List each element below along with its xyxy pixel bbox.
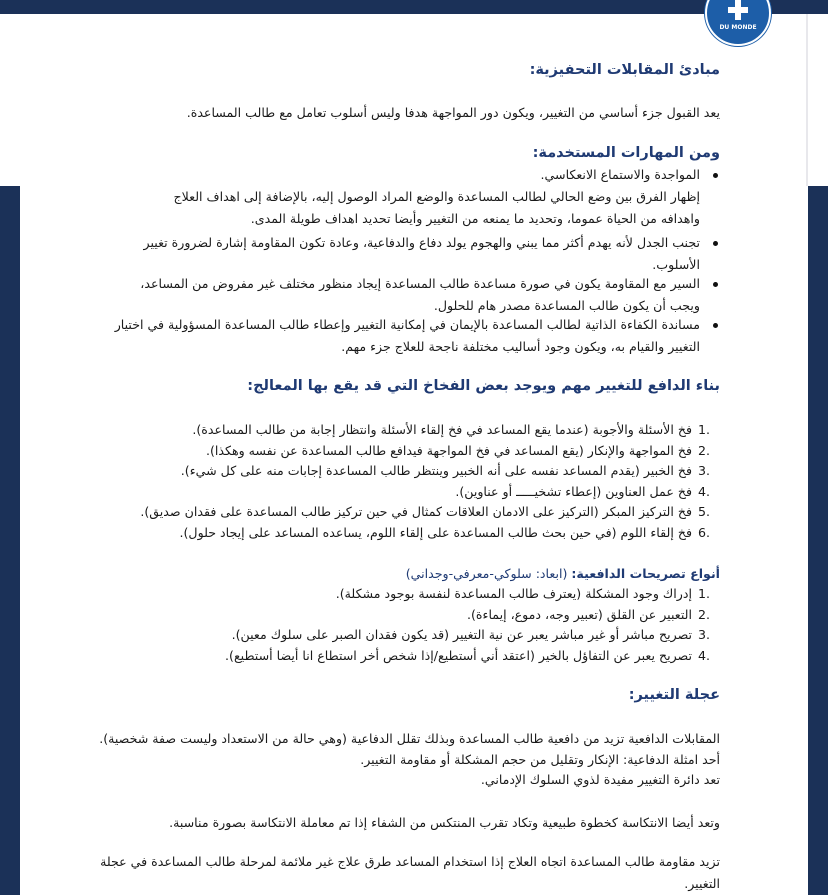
list-number: 1.	[698, 422, 711, 437]
resistance-line: تزيد مقاومة طالب المساعدة اتجاه العلاج إذا استخدام المساعد طرق علاج غير ملائمة لمرحلة طالب المساعدة في عجلة	[100, 854, 720, 869]
resistance-line: التغيير.	[684, 876, 720, 891]
wheel-line: أحد امثلة الدفاعية: الإنكار وتقليل من حجم المشكلة أو مقاومة التغيير.	[360, 751, 720, 767]
relapse-paragraph: وتعد أيضا الانتكاسة كخطوة طبيعية وتكاد تقرب المنتكس من الشفاء إذا تم معاملة الانتكاسة بصورة مناسبة.	[169, 815, 720, 830]
trap-text: فخ التركيز المبكر (التركيز على الادمان العلاقات كمثال في حين تركيز طالب المساعدة على فقدان صديق).	[140, 504, 692, 519]
list-number: 4.	[698, 647, 711, 663]
skill-line: ويجب أن يكون طالب المساعدة مصدر هام للحلول.	[433, 298, 700, 313]
skill-item	[36, 164, 720, 230]
skill-line: مساندة الكفاءة الذاتية لطالب المساعدة بالإيمان في إمكانية التغيير وإعطاء طالب المساعدة المسؤولية في اختيار	[114, 317, 700, 332]
resistance-paragraph	[36, 851, 720, 895]
bullet-icon	[713, 323, 718, 328]
skill-line: إظهار الفرق بين وضع الحالي لطالب المساعدة والوضع المراد الوصول إليه، بالإضافة إلى اهداف العلاج	[173, 189, 700, 204]
list-number: 5.	[698, 504, 711, 519]
wheel-line: المقابلات الدافعية تزيد من دافعية طالب المساعدة وبذلك تقلل الدفاعية (وهي حالة من الاستعداد وليست صفة شخصية).	[99, 731, 720, 746]
skill-line: الأسلوب.	[652, 257, 700, 272]
skill-item	[36, 314, 720, 358]
skill-line: تجنب الجدل لأنه يهدم أكثر مما يبني والهجوم يولد دفاع والدفاعية، وعادة تكون المقاومة إشارة لضرورة تغيير	[143, 235, 700, 250]
list-number: 4.	[698, 483, 711, 499]
list-number: 3.	[698, 627, 711, 642]
cross-icon	[728, 0, 748, 20]
trap-item	[36, 482, 720, 503]
bullet-icon	[713, 241, 718, 246]
skill-line: السير مع المقاومة يكون في صورة مساعدة طالب المساعدة إيجاد منظور مختلف غير مفروض من المساعد،	[140, 276, 700, 291]
skill-line: التغيير والقيام به، ويكون وجود أساليب مختلفة ناجحة للعلاج جزء مهم.	[341, 339, 700, 354]
list-number: 6.	[698, 524, 711, 540]
list-number: 3.	[698, 463, 711, 478]
heading-wheel: عجلة التغيير:	[628, 687, 720, 703]
heading-statements	[406, 566, 720, 581]
skill-line: واهدافه من الحياة عموما، وتحديد ما يمنعه من التغيير وأيضا تحديد اهداف طويلة المدى.	[250, 211, 700, 226]
trap-item	[36, 461, 720, 482]
list-number: 1.	[698, 586, 711, 601]
page-edge	[806, 14, 808, 186]
organization-logo	[705, 0, 771, 46]
trap-item	[36, 502, 720, 523]
statement-text: إدراك وجود المشكلة (يعترف طالب المساعدة لنفسة بوجود مشكلة).	[335, 586, 692, 601]
trap-text: فخ إلقاء اللوم (في حين بحث طالب المساعدة على إلقاء اللوم، يساعده المساعد على إيجاد حلول).	[179, 524, 692, 540]
statement-item	[36, 584, 720, 605]
statement-text: تصريح مباشر أو غير مباشر يعبر عن نية التغيير (قد يكون فقدان الصبر على سلوك معين).	[231, 627, 692, 642]
trap-text: فخ عمل العناوين (إعطاء تشخيـــــ أو عناوين).	[455, 483, 692, 499]
statement-item	[36, 605, 720, 626]
heading-skills: ومن المهارات المستخدمة:	[532, 145, 720, 161]
statement-text: تصريح يعبر عن التفاؤل بالخير (اعتقد أني أستطيع/إذا شخص أخر استطاع انا أيضا أستطيع).	[225, 647, 692, 663]
trap-item	[36, 523, 720, 544]
bullet-icon	[713, 282, 718, 287]
statement-text: التعبير عن القلق (تعبير وجه، دموع، إيماءة).	[467, 606, 692, 622]
statements-dimensions: (ابعاد: سلوكي-معرفي-وجداني)	[405, 566, 568, 581]
right-side-band	[808, 186, 828, 895]
wheel-line: تعد دائرة التغيير مفيدة لذوي السلوك الإدماني.	[480, 772, 720, 787]
trap-text: فخ المواجهة والإنكار (يقع المساعد في فخ المواجهة فيدافع طالب المساعدة عن نفسه وهكذا).	[205, 442, 692, 458]
bullet-icon	[713, 173, 718, 178]
heading-traps: بناء الدافع للتغيير مهم ويوجد بعض الفخاخ التي قد يقع بها المعالج:	[247, 378, 720, 394]
heading-principles: مبادئ المقابلات التحفيزية:	[529, 62, 720, 78]
trap-text: فخ الخبير (يقدم المساعد نفسه على أنه الخبير وينتظر طالب المساعدة إجابات منه على كل شيء).	[180, 463, 692, 478]
trap-item	[36, 420, 720, 441]
list-number: 2.	[698, 442, 711, 458]
trap-text: فخ الأسئلة والأجوبة (عندما يقع المساعد في فخ إلقاء الأسئلة وانتظار إجابة من طالب المساعدة).	[192, 422, 692, 437]
statement-item	[36, 625, 720, 646]
left-side-band	[0, 186, 20, 895]
skill-item	[36, 232, 720, 276]
statement-item	[36, 646, 720, 667]
skill-item	[36, 273, 720, 317]
trap-item	[36, 441, 720, 462]
statements-title: أنواع تصريحات الدافعية:	[571, 566, 720, 581]
wheel-paragraph	[36, 729, 720, 791]
top-banner	[0, 0, 828, 14]
list-number: 2.	[698, 606, 711, 622]
skill-line: المواجدة والاستماع الانعكاسي.	[540, 167, 700, 182]
acceptance-paragraph: يعد القبول جزء أساسي من التغيير، ويكون دور المواجهة هدفا وليس أسلوب تعامل مع طالب المساعدة.	[186, 105, 720, 120]
logo-text-bottom: DU MONDE	[719, 24, 757, 31]
